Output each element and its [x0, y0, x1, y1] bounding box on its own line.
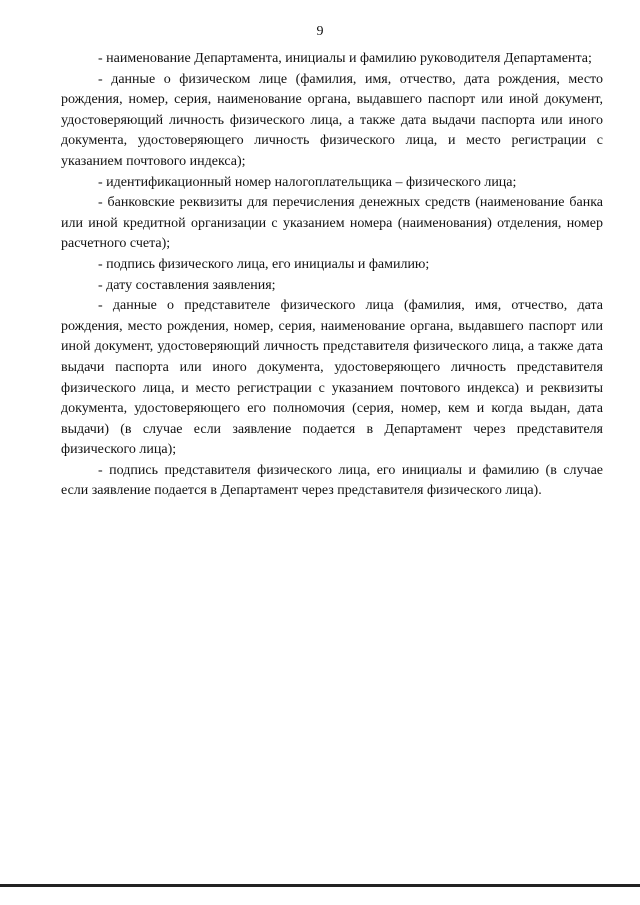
paragraph-representative-data: - данные о представителе физического лица (фамилия, имя, отчество, дата рождения, место рождения, номер, серия, наименование органа, выдавшего паспорт или иной документ, удостоверяющий личность представителя физического лица, а также дата выдачи паспорта или иного документа, удостоверяющего личность представителя физического лица, и место регистрации с указанием почтового индекса) и реквизиты документа, удостоверяющего его полномочия (серия, номер, кем и когда выдан, дата выдачи) (в случае если заявление подается в Департамент через представителя физического лица); [61, 298, 603, 458]
page-number: 9 [316, 24, 324, 39]
paragraph-individual-signature: - подпись физического лица, его инициалы и фамилию; [98, 256, 430, 272]
paragraph-application-date: - дату составления заявления; [98, 277, 276, 293]
bottom-rule [0, 884, 640, 887]
paragraph-individual-data: - данные о физическом лице (фамилия, имя, отчество, дата рождения, место рождения, номер, серия, наименование органа, выдавшего паспорт или иной документ, удостоверяющий личность физического лица, а также дата выдачи паспорта или иного документа, удостоверяющего личность физического лица, и место регистрации с указанием почтового индекса); [61, 71, 603, 169]
paragraph-taxpayer-id: - идентификационный номер налогоплательщика – физического лица; [98, 174, 517, 190]
paragraph-bank-details: - банковские реквизиты для перечисления денежных средств (наименование банка или иной кредитной организации с указанием номера (наименования) отделения, номер расчетного счета); [61, 195, 603, 252]
paragraph-representative-signature: - подпись представителя физического лица, его инициалы и фамилию (в случае если заявление подается в Департамент через представителя физического лица). [61, 462, 603, 499]
paragraph-department-name: - наименование Департамента, инициалы и фамилию руководителя Департамента; [98, 51, 592, 66]
document-body [61, 49, 603, 502]
